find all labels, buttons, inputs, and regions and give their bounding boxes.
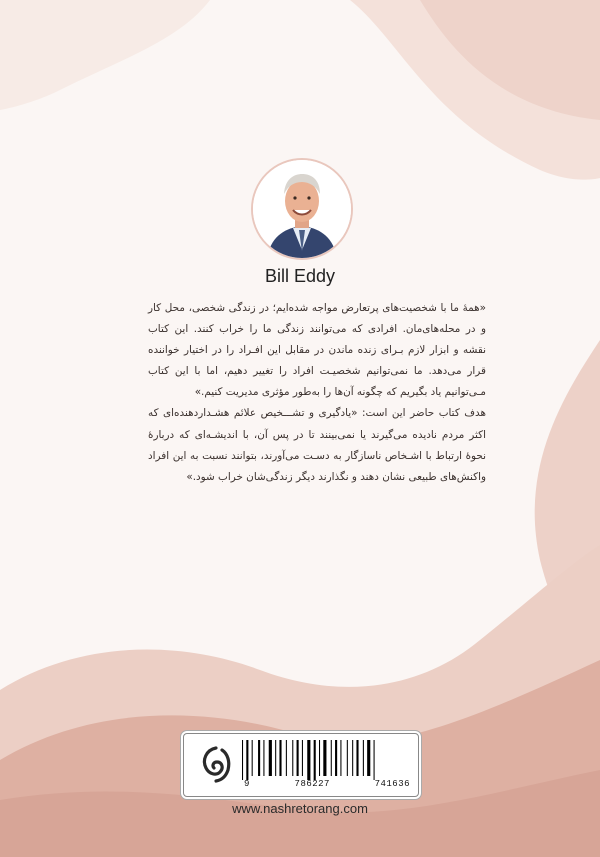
barcode-bar [314, 740, 316, 780]
barcode-bar [347, 740, 348, 776]
isbn-barcode [240, 740, 408, 780]
blurb-goal: هدف کتاب حاضر این است: «یادگیری و تشـــخیص علائم هشـداردهنده‌ای که اکثر مردم نادیده می‌گیرند یا نمی‌بینند تا در پس آن، با اندیشـه‌ای که دربارهٔ نحوهٔ ارتباط با اشـخاص ناسازگار به دسـت می‌آورند، بتوانند نسبت به این افراد واکنش‌های طبیعی نشان دهند و نگذارند دیگر زندگی‌شان خراب شود.» [148, 407, 486, 483]
barcode-bar [302, 740, 303, 776]
barcode-bar [307, 740, 310, 780]
barcode-bar [292, 740, 293, 776]
barcode-bar [335, 740, 337, 776]
isbn-number [244, 779, 410, 789]
barcode-bar [258, 740, 260, 776]
barcode-bar [269, 740, 272, 776]
publisher-logo-icon [196, 744, 236, 784]
isbn-group-1: 786227 [294, 779, 330, 789]
barcode-bar [340, 740, 341, 776]
barcode-bar [263, 740, 264, 776]
isbn-lead-digit: 9 [244, 779, 250, 789]
barcode-bar [323, 740, 326, 776]
back-cover-blurb [148, 298, 486, 488]
barcode-bar [374, 740, 375, 780]
barcode-bar [279, 740, 281, 776]
author-photo [253, 160, 351, 258]
barcode-bar [367, 740, 370, 776]
barcode-bar [363, 740, 364, 776]
barcode-bar [297, 740, 299, 776]
barcode-bar [331, 740, 332, 776]
barcode-bar [319, 740, 320, 776]
isbn-group-2: 741636 [374, 779, 410, 789]
barcode-bar [246, 740, 248, 780]
author-portrait [251, 158, 353, 260]
blurb-quote: «همهٔ ما با شخصیت‌های پرتعارض مواجه شده‌ایم؛ در زندگی شخصی، محل کار و در محله‌های‌مان. افرادی که می‌توانند زندگی ما را خراب کنند. این کتاب نقشه و ابزار لازم بـرای زنده ماندن در مقابل این افـراد را در اختیار خواننده قرار می‌دهد. ما نمی‌توانیم شخصیـت افراد را تغییر دهیم، اما با این کتاب مـی‌توانیم یاد بگیریم که چگونه آن‌ها را به‌طور مؤثری مدیریت کنیم.» [148, 302, 486, 399]
barcode-bar [252, 740, 253, 776]
top-left-wave [0, 0, 210, 110]
author-name: Bill Eddy [264, 266, 336, 286]
barcode-bar [356, 740, 358, 776]
barcode-bar [286, 740, 287, 776]
barcode-bar [242, 740, 243, 780]
barcode-bar [275, 740, 276, 776]
publisher-website[interactable]: www.nashretorang.com [232, 801, 368, 816]
barcode-bar [352, 740, 353, 776]
